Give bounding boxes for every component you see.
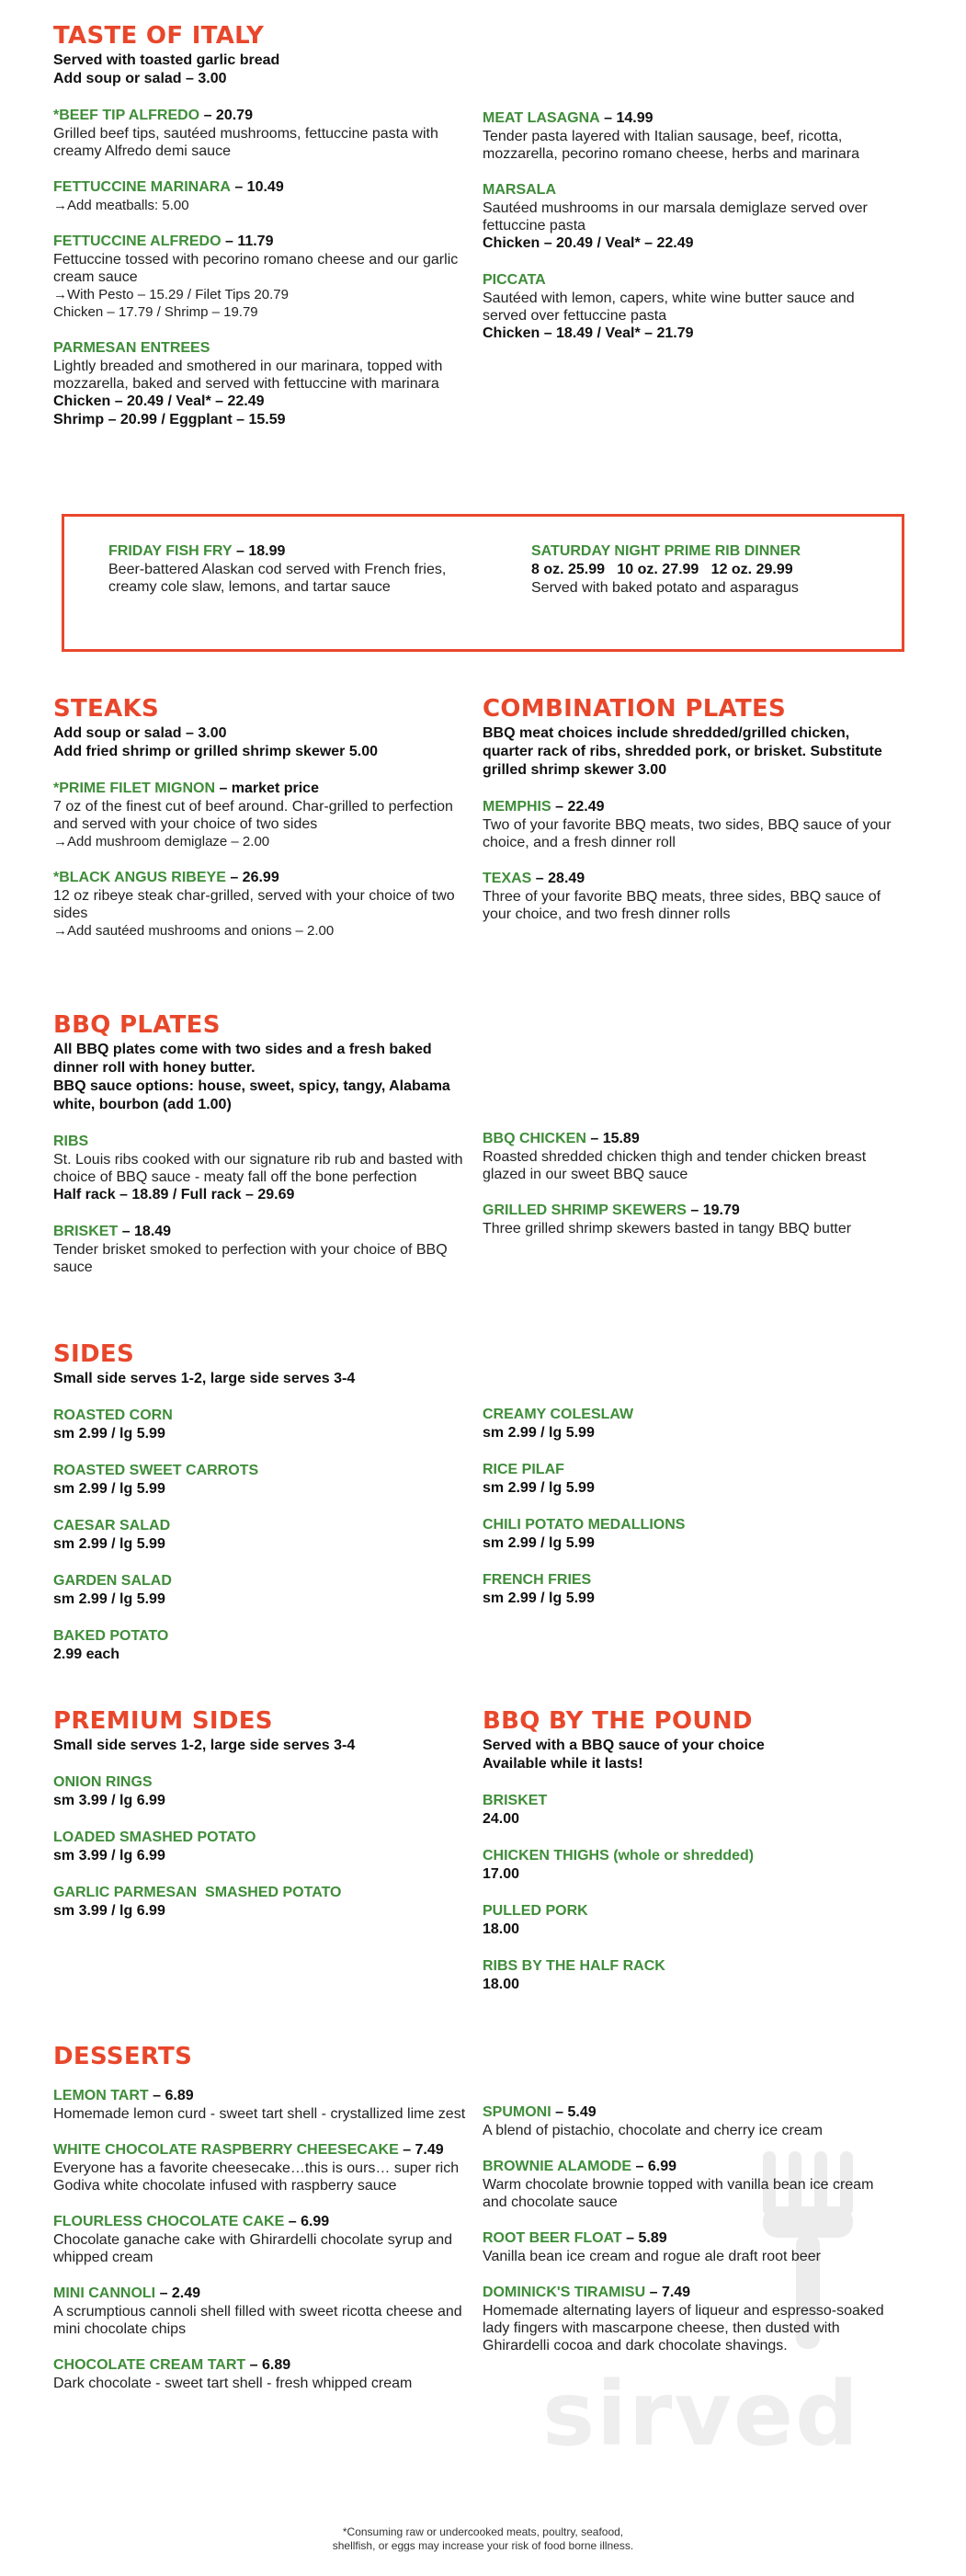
item-name: FETTUCCINE ALFREDO (53, 234, 222, 249)
section-subtitle: Served with toasted garlic bread (53, 52, 280, 68)
item-description: Roasted shredded chicken thigh and tender chicken breast glazed in our sweet BBQ sauce (483, 1149, 867, 1182)
item-price-line: 17.00 (483, 1866, 520, 1882)
footnote-line: *Consuming raw or undercooked meats, poultry, seafood, (342, 2525, 624, 2538)
item-description: Tender brisket smoked to perfection with your choice of BBQ sauce (53, 1242, 448, 1275)
item-name: FRIDAY FISH FRY (108, 543, 233, 559)
item-name: CHICKEN THIGHS (whole or shredded) (483, 1848, 755, 1864)
item-description: Tender pasta layered with Italian sausage, beef, ricotta, mozzarella, pecorino romano cheese, herbs and marinara (483, 129, 859, 162)
item-name: *BEEF TIP ALFREDO (53, 108, 200, 123)
menu-item (483, 1571, 901, 1608)
menu-item (53, 1517, 472, 1554)
menu-item (483, 1202, 901, 1237)
item-description: Chocolate ganache cake with Ghirardelli chocolate syrup and whipped cream (53, 2232, 453, 2265)
section-title: BBQ BY THE POUND (483, 1707, 753, 1735)
item-description: Sautéed with lemon, capers, white wine butter sauce and served over fettuccine pasta (483, 291, 855, 324)
menu-item (53, 2213, 472, 2266)
item-name: *PRIME FILET MIGNON (53, 781, 215, 796)
section-subtitle: Add soup or salad – 3.00 (53, 725, 227, 741)
item-addon: →Add mushroom demiglaze – 2.00 (53, 834, 270, 849)
section-title: SIDES (53, 1340, 134, 1368)
item-description: Vanilla bean ice cream and rogue ale draft root beer (483, 2249, 821, 2264)
menu-item (53, 233, 472, 321)
item-name: PICCATA (483, 272, 546, 288)
item-description: A scrumptious cannoli shell filled with sweet ricotta cheese and mini chocolate chips (53, 2304, 462, 2337)
item-name: CREAMY COLESLAW (483, 1407, 634, 1422)
item-price: – 22.49 (555, 799, 605, 815)
item-name: ROASTED CORN (53, 1408, 173, 1423)
item-name: TEXAS (483, 871, 532, 886)
item-description: Warm chocolate brownie topped with vanilla bean ice cream and chocolate sauce (483, 2177, 874, 2210)
item-price-line: sm 2.99 / lg 5.99 (483, 1535, 595, 1551)
item-name: CHOCOLATE CREAM TART (53, 2357, 246, 2373)
item-name: MEAT LASAGNA (483, 110, 600, 126)
item-price-line: Shrimp – 20.99 / Eggplant – 15.59 (53, 412, 286, 427)
menu-item (483, 798, 901, 851)
section-taste-of-italy (53, 22, 472, 429)
item-name: CHILI POTATO MEDALLIONS (483, 1517, 686, 1533)
item-description: Sautéed mushrooms in our marsala demiglaze served over fettuccine pasta (483, 200, 868, 234)
item-price: – 18.99 (236, 543, 286, 559)
menu-item (483, 181, 901, 253)
section-bbq-plates-right (483, 1130, 901, 1237)
item-name: RIBS BY THE HALF RACK (483, 1958, 665, 1974)
item-price-line: 18.00 (483, 1921, 520, 1937)
item-price-line: 2.99 each (53, 1647, 120, 1662)
item-name: SPUMONI (483, 2104, 551, 2120)
item-name: BRISKET (53, 1224, 119, 1239)
menu-item (53, 2087, 472, 2123)
item-price: – 26.99 (230, 870, 279, 885)
item-name: GARLIC PARMESAN SMASHED POTATO (53, 1885, 342, 1900)
weekly-specials-box (62, 514, 904, 652)
item-description: St. Louis ribs cooked with our signature rib rub and basted with choice of BBQ sauce - meaty fall off the bone perfection (53, 1152, 463, 1185)
menu-item (53, 869, 472, 940)
item-description: 7 oz of the finest cut of beef around. Char-grilled to perfection and served with your choice of two sides (53, 799, 453, 832)
item-description: Everyone has a favorite cheesecake…this is ours… super rich Godiva white chocolate infused with raspberry sauce (53, 2160, 460, 2194)
section-subtitle: All BBQ plates come with two sides and a fresh baked dinner roll with honey butter. (53, 1042, 432, 1076)
section-desserts-right (483, 2103, 901, 2354)
section-subtitle: Add soup or salad – 3.00 (53, 71, 227, 86)
menu-item (53, 2285, 472, 2338)
section-taste-of-italy-right (483, 109, 901, 343)
item-price-line: sm 2.99 / lg 5.99 (53, 1536, 165, 1552)
menu-item (483, 1406, 901, 1442)
menu-item (483, 1957, 901, 1994)
item-name: BRISKET (483, 1793, 548, 1808)
item-price-line: sm 3.99 / lg 6.99 (53, 1903, 165, 1919)
menu-item (483, 1516, 901, 1553)
item-addon: →With Pesto – 15.29 / Filet Tips 20.79 (53, 287, 289, 302)
item-name: FETTUCCINE MARINARA (53, 179, 231, 195)
item-price-line: sm 2.99 / lg 5.99 (53, 1481, 165, 1497)
footnote-line: shellfish, or eggs may increase your risk of food borne illness. (332, 2539, 634, 2552)
item-price-line: 24.00 (483, 1811, 520, 1827)
item-name: MEMPHIS (483, 799, 551, 815)
menu-item (53, 1773, 472, 1810)
section-subtitle: BBQ meat choices include shredded/grilled chicken, quarter rack of ribs, shredded pork, or brisket. Substitute grilled shrimp skewer 3.00 (483, 725, 882, 778)
menu-item (53, 1627, 472, 1664)
section-title: BBQ PLATES (53, 1011, 221, 1039)
section-title: TASTE OF ITALY (53, 22, 265, 50)
section-subtitle: Served with a BBQ sauce of your choice (483, 1738, 765, 1753)
item-description: Dark chocolate - sweet tart shell - fresh whipped cream (53, 2376, 413, 2391)
section-subtitle: Small side serves 1-2, large side serves 3-4 (53, 1371, 356, 1386)
item-price: – 11.79 (224, 234, 274, 249)
section-bbq-by-the-pound (483, 1707, 901, 1994)
item-price-line: sm 3.99 / lg 6.99 (53, 1793, 165, 1808)
item-description: Two of your favorite BBQ meats, two sides, BBQ sauce of your choice, and a fresh dinner roll (483, 817, 892, 850)
item-description: Served with baked potato and asparagus (531, 580, 799, 596)
item-price-line: sm 2.99 / lg 5.99 (483, 1480, 595, 1496)
saturday-prime-rib (531, 542, 890, 597)
item-price: – 5.49 (555, 2104, 597, 2120)
section-sides (53, 1340, 472, 1664)
section-premium-sides (53, 1707, 472, 1921)
item-name: MINI CANNOLI (53, 2285, 156, 2301)
section-bbq-plates (53, 1011, 472, 1276)
item-price: – 10.49 (234, 179, 284, 195)
item-description: Three grilled shrimp skewers basted in tangy BBQ butter (483, 1221, 852, 1237)
item-name: BROWNIE ALAMODE (483, 2159, 632, 2174)
item-price: – 6.99 (288, 2214, 330, 2229)
item-addon: →Add sautéed mushrooms and onions – 2.00 (53, 923, 335, 939)
section-subtitle: Add fried shrimp or grilled shrimp skewer 5.00 (53, 744, 378, 759)
item-price-line: Chicken – 20.49 / Veal* – 22.49 (483, 235, 694, 251)
section-subtitle: BBQ sauce options: house, sweet, spicy, tangy, Alabama white, bourbon (add 1.00) (53, 1078, 450, 1112)
item-price-line: Chicken – 20.49 / Veal* – 22.49 (53, 393, 265, 409)
item-price: – 14.99 (604, 110, 653, 126)
item-addon: →Add meatballs: 5.00 (53, 198, 189, 213)
item-price: – 6.89 (249, 2357, 291, 2373)
item-price-line: 18.00 (483, 1977, 520, 1992)
item-description: Fettuccine tossed with pecorino romano cheese and our garlic cream sauce (53, 252, 459, 285)
item-price-line: sm 2.99 / lg 5.99 (53, 1591, 165, 1607)
menu-item (53, 1572, 472, 1609)
friday-fish-fry (108, 542, 453, 596)
item-price: – 6.89 (153, 2088, 194, 2103)
section-subtitle: Available while it lasts! (483, 1756, 643, 1772)
section-desserts (53, 2043, 472, 2392)
menu-item (483, 1461, 901, 1498)
item-name: SATURDAY NIGHT PRIME RIB DINNER (531, 543, 801, 559)
item-name: PARMESAN ENTREES (53, 340, 210, 356)
menu-item (53, 2356, 472, 2392)
menu-item (483, 1847, 901, 1884)
section-sides-right (483, 1406, 901, 1608)
item-description: Beer-battered Alaskan cod served with French fries, creamy cole slaw, lemons, and tartar sauce (108, 562, 447, 595)
menu-item (53, 780, 472, 850)
item-name: BAKED POTATO (53, 1628, 169, 1644)
menu-item (53, 1462, 472, 1499)
menu-item (483, 2103, 901, 2139)
consumption-disclaimer (0, 2525, 966, 2553)
item-description: Grilled beef tips, sautéed mushrooms, fettuccine pasta with creamy Alfredo demi sauce (53, 126, 438, 159)
item-price: – 6.99 (635, 2159, 676, 2174)
item-price-line: 8 oz. 25.99 10 oz. 27.99 12 oz. 29.99 (531, 562, 793, 577)
item-price-line: Half rack – 18.89 / Full rack – 29.69 (53, 1187, 295, 1203)
menu-item (483, 2284, 901, 2354)
menu-item (483, 1130, 901, 1183)
item-price: – 15.89 (590, 1131, 640, 1146)
menu-item (483, 2158, 901, 2211)
item-name: FLOURLESS CHOCOLATE CAKE (53, 2214, 285, 2229)
item-name: ONION RINGS (53, 1774, 153, 1790)
item-name: CAESAR SALAD (53, 1518, 171, 1533)
menu-item (53, 1884, 472, 1921)
item-name: RICE PILAF (483, 1462, 564, 1477)
section-title: STEAKS (53, 695, 160, 723)
item-price-line: Chicken – 18.49 / Veal* – 21.79 (483, 325, 694, 341)
menu-item (53, 107, 472, 160)
sirved-watermark: sirved (542, 2363, 860, 2466)
menu-item (483, 2229, 901, 2265)
item-price: – 20.79 (203, 108, 253, 123)
item-price: – 2.49 (159, 2285, 201, 2301)
item-name: LEMON TART (53, 2088, 149, 2103)
menu-item (53, 1407, 472, 1443)
item-price: – 7.49 (649, 2285, 691, 2300)
menu-item (483, 1792, 901, 1829)
section-title: DESSERTS (53, 2043, 193, 2070)
item-price: – 28.49 (535, 871, 585, 886)
item-price-line: sm 3.99 / lg 6.99 (53, 1848, 165, 1864)
item-price-line: sm 2.99 / lg 5.99 (483, 1425, 595, 1441)
menu-item (483, 1902, 901, 1939)
section-title: COMBINATION PLATES (483, 695, 787, 723)
menu-item (483, 870, 901, 923)
item-name: GRILLED SHRIMP SKEWERS (483, 1203, 687, 1218)
item-name: RIBS (53, 1134, 89, 1149)
item-addon: Chicken – 17.79 / Shrimp – 19.79 (53, 304, 258, 320)
section-subtitle: Small side serves 1-2, large side serves 3-4 (53, 1738, 356, 1753)
item-name: ROASTED SWEET CARROTS (53, 1463, 259, 1478)
item-price-line: sm 2.99 / lg 5.99 (483, 1590, 595, 1606)
menu-item (53, 1829, 472, 1865)
item-price: – 7.49 (403, 2142, 444, 2158)
item-price: – market price (219, 781, 319, 796)
item-name: MARSALA (483, 182, 556, 198)
item-description: Three of your favorite BBQ meats, three sides, BBQ sauce of your choice, and two fresh dinner rolls (483, 889, 881, 922)
item-description: Lightly breaded and smothered in our marinara, topped with mozzarella, baked and served with fettuccine with marinara (53, 359, 443, 392)
menu-item (483, 271, 901, 343)
section-title: PREMIUM SIDES (53, 1707, 273, 1735)
item-name: FRENCH FRIES (483, 1572, 592, 1588)
menu-item (53, 1133, 472, 1204)
item-name: BBQ CHICKEN (483, 1131, 586, 1146)
menu-item (53, 2141, 472, 2194)
item-name: *BLACK ANGUS RIBEYE (53, 870, 226, 885)
item-name: GARDEN SALAD (53, 1573, 172, 1589)
item-price: – 19.79 (690, 1203, 740, 1218)
section-combination-plates (483, 695, 901, 923)
menu-item (53, 1223, 472, 1276)
item-description: A blend of pistachio, chocolate and cherry ice cream (483, 2123, 823, 2138)
item-name: WHITE CHOCOLATE RASPBERRY CHEESECAKE (53, 2142, 399, 2158)
item-description: Homemade alternating layers of liqueur and espresso-soaked lady fingers with mascarpone cheese, then dusted with Ghirardelli cocoa and dark chocolate shavings. (483, 2303, 884, 2354)
item-description: 12 oz ribeye steak char-grilled, served with your choice of two sides (53, 888, 455, 921)
item-price: – 18.49 (121, 1224, 172, 1239)
menu-item (53, 339, 472, 429)
item-name: PULLED PORK (483, 1903, 588, 1919)
section-steaks (53, 695, 472, 940)
item-description: Homemade lemon curd - sweet tart shell - crystallized lime zest (53, 2106, 466, 2122)
item-name: LOADED SMASHED POTATO (53, 1829, 256, 1845)
menu-item (483, 109, 901, 163)
item-price: – 5.89 (626, 2230, 667, 2246)
item-name: DOMINICK'S TIRAMISU (483, 2285, 646, 2300)
item-price-line: sm 2.99 / lg 5.99 (53, 1426, 165, 1442)
menu-item (53, 178, 472, 214)
item-name: ROOT BEER FLOAT (483, 2230, 622, 2246)
